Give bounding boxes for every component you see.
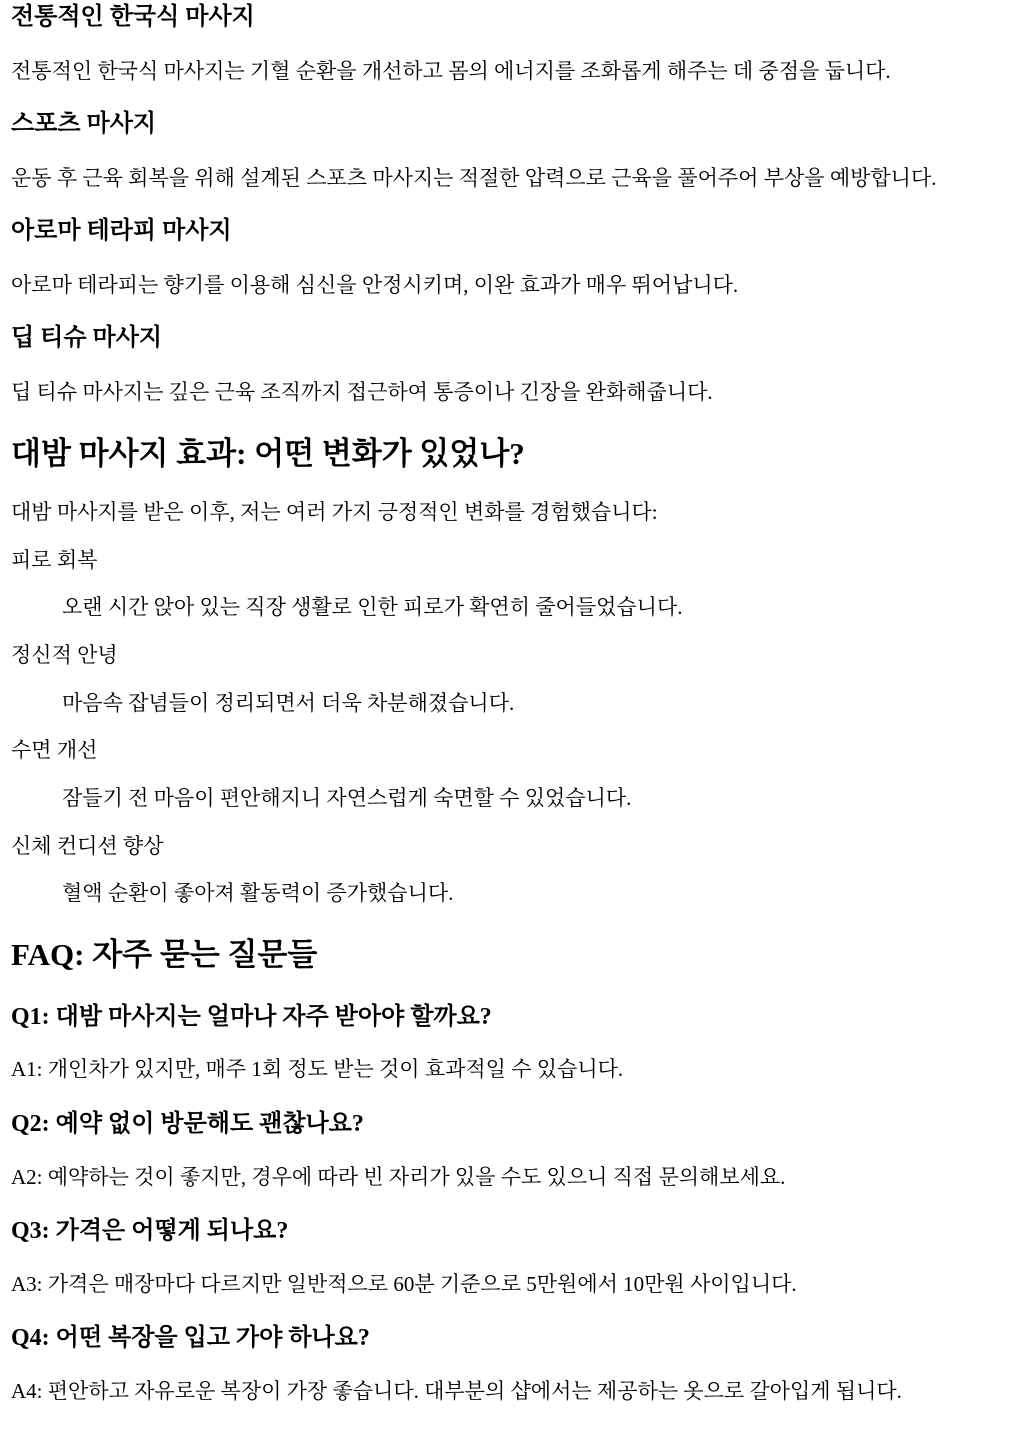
- effect-term: 정신적 안녕: [11, 643, 118, 667]
- effect-detail: 오랜 시간 앉아 있는 직장 생활로 인한 피로가 확연히 줄어들었습니다.: [62, 595, 683, 619]
- massage-type-description: 딥 티슈 마사지는 깊은 근육 조직까지 접근하여 통증이나 긴장을 완화해줍니다.: [11, 380, 713, 404]
- faq-question: Q4: 어떤 복장을 입고 가야 하나요?: [11, 1325, 370, 1351]
- faq-question: Q1: 대밤 마사지는 얼마나 자주 받아야 할까요?: [11, 1004, 492, 1030]
- massage-type-heading: 전통적인 한국식 마사지: [11, 4, 255, 30]
- faq-answer: A2: 예약하는 것이 좋지만, 경우에 따라 빈 자리가 있을 수도 있으니 직접 문의해보세요.: [11, 1165, 786, 1189]
- massage-type-description: 운동 후 근육 회복을 위해 설계된 스포츠 마사지는 적절한 압력으로 근육을 풀어주어 부상을 예방합니다.: [11, 166, 937, 190]
- faq-answer: A3: 가격은 매장마다 다르지만 일반적으로 60분 기준으로 5만원에서 10만원 사이입니다.: [11, 1272, 797, 1296]
- massage-type-heading: 스포츠 마사지: [11, 111, 157, 137]
- faq-question: Q2: 예약 없이 방문해도 괜찮나요?: [11, 1111, 364, 1137]
- effect-detail: 마음속 잡념들이 정리되면서 더욱 차분해졌습니다.: [62, 691, 515, 715]
- effect-detail: 잠들기 전 마음이 편안해지니 자연스럽게 숙면할 수 있었습니다.: [62, 786, 632, 810]
- effect-term: 신체 컨디션 향상: [11, 834, 164, 858]
- faq-heading: FAQ: 자주 묻는 질문들: [11, 937, 318, 972]
- effect-term: 수면 개선: [11, 738, 98, 762]
- massage-type-description: 아로마 테라피는 향기를 이용해 심신을 안정시키며, 이완 효과가 매우 뛰어납니다.: [11, 273, 739, 297]
- massage-type-heading: 아로마 테라피 마사지: [11, 218, 232, 244]
- faq-answer: A4: 편안하고 자유로운 복장이 가장 좋습니다. 대부분의 샵에서는 제공하는 옷으로 갈아입게 됩니다.: [11, 1379, 902, 1403]
- faq-answer: A1: 개인차가 있지만, 매주 1회 정도 받는 것이 효과적일 수 있습니다.: [11, 1057, 624, 1081]
- effects-heading: 대밤 마사지 효과: 어떤 변화가 있었나?: [11, 436, 525, 471]
- effects-intro: 대밤 마사지를 받은 이후, 저는 여러 가지 긍정적인 변화를 경험했습니다:: [11, 500, 658, 524]
- effect-detail: 혈액 순환이 좋아져 활동력이 증가했습니다.: [62, 881, 454, 905]
- effect-term: 피로 회복: [11, 548, 98, 572]
- massage-type-heading: 딥 티슈 마사지: [11, 325, 163, 351]
- faq-question: Q3: 가격은 어떻게 되나요?: [11, 1218, 289, 1244]
- massage-type-description: 전통적인 한국식 마사지는 기혈 순환을 개선하고 몸의 에너지를 조화롭게 해주는 데 중점을 둡니다.: [11, 59, 891, 83]
